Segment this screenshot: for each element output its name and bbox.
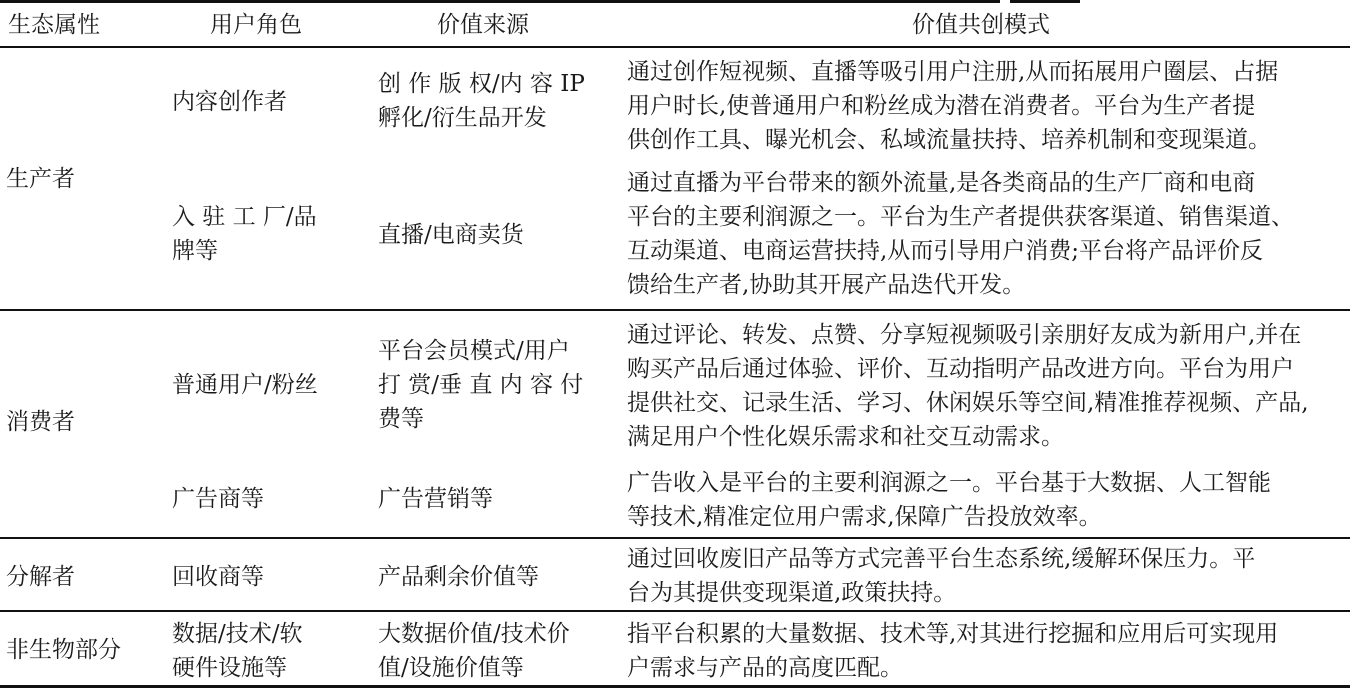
row-role: 广告商等 — [172, 486, 264, 512]
row-source: 大数据价值/技术价 值/设施价值等 — [378, 621, 570, 681]
row-mode: 通过创作短视频、直播等吸引用户注册,从而拓展用户圈层、占据 用户时长,使普通用户和粉丝成为潜在消费者。平台为生产者提 供创作工具、曝光机会、私域流量扶持、培养机制和变现渠道。 — [627, 59, 1279, 153]
top-edge-rule — [0, 0, 1350, 3]
row-role: 入 驻 工 厂/品 牌等 — [172, 204, 317, 264]
table-bottom-rule — [0, 685, 1350, 688]
row-mode: 指平台积累的大量数据、技术等,对其进行挖掘和应用后可实现用 户需求与产品的高度匹配。 — [627, 621, 1279, 681]
row-role: 普通用户/粉丝 — [172, 372, 318, 398]
group-attr-abiotic: 非生物部分 — [6, 637, 121, 663]
row-source: 创 作 版 权/内 容 IP 孵化/衍生品开发 — [378, 71, 585, 131]
group-divider — [0, 309, 1350, 311]
row-source: 直播/电商卖货 — [378, 222, 524, 248]
header-divider — [0, 46, 1350, 48]
group-attr-producer: 生产者 — [6, 166, 75, 192]
group-divider — [0, 537, 1350, 539]
group-attr-decomposer: 分解者 — [6, 564, 75, 590]
row-source: 产品剩余价值等 — [378, 564, 539, 590]
row-source: 广告营销等 — [378, 486, 493, 512]
row-role: 回收商等 — [172, 564, 264, 590]
row-role: 数据/技术/软 硬件设施等 — [172, 621, 303, 681]
row-role: 内容创作者 — [172, 89, 287, 115]
header-role: 用户角色 — [210, 12, 302, 38]
group-attr-consumer: 消费者 — [6, 409, 75, 435]
row-mode: 广告收入是平台的主要利润源之一。平台基于大数据、人工智能 等技术,精准定位用户需求,保障广告投放效率。 — [627, 470, 1271, 530]
group-divider — [0, 610, 1350, 612]
header-mode: 价值共创模式 — [912, 12, 1050, 38]
header-attr: 生态属性 — [8, 12, 100, 38]
row-source: 平台会员模式/用户 打 赏/垂 直 内 容 付 费等 — [378, 338, 584, 432]
header-source: 价值来源 — [437, 12, 529, 38]
row-mode: 通过回收废旧产品等方式完善平台生态系统,缓解环保压力。平 台为其提供变现渠道,政策扶持。 — [627, 546, 1256, 606]
row-mode: 通过直播为平台带来的额外流量,是各类商品的生产厂商和电商 平台的主要利润源之一。平台为生产者提供获客渠道、销售渠道、 互动渠道、电商运营扶持,从而引导用户消费;平台将产品评价反 馈给生产者,协助其开展产品迭代开发。 — [627, 170, 1294, 298]
row-mode: 通过评论、转发、点赞、分享短视频吸引亲朋好友成为新用户,并在 购买产品后通过体验、评价、互动指明产品改进方向。平台为用户 提供社交、记录生活、学习、休闲娱乐等空间,精准推荐视频、产品, 满足用户个性化娱乐需求和社交互动需求。 — [627, 322, 1309, 450]
